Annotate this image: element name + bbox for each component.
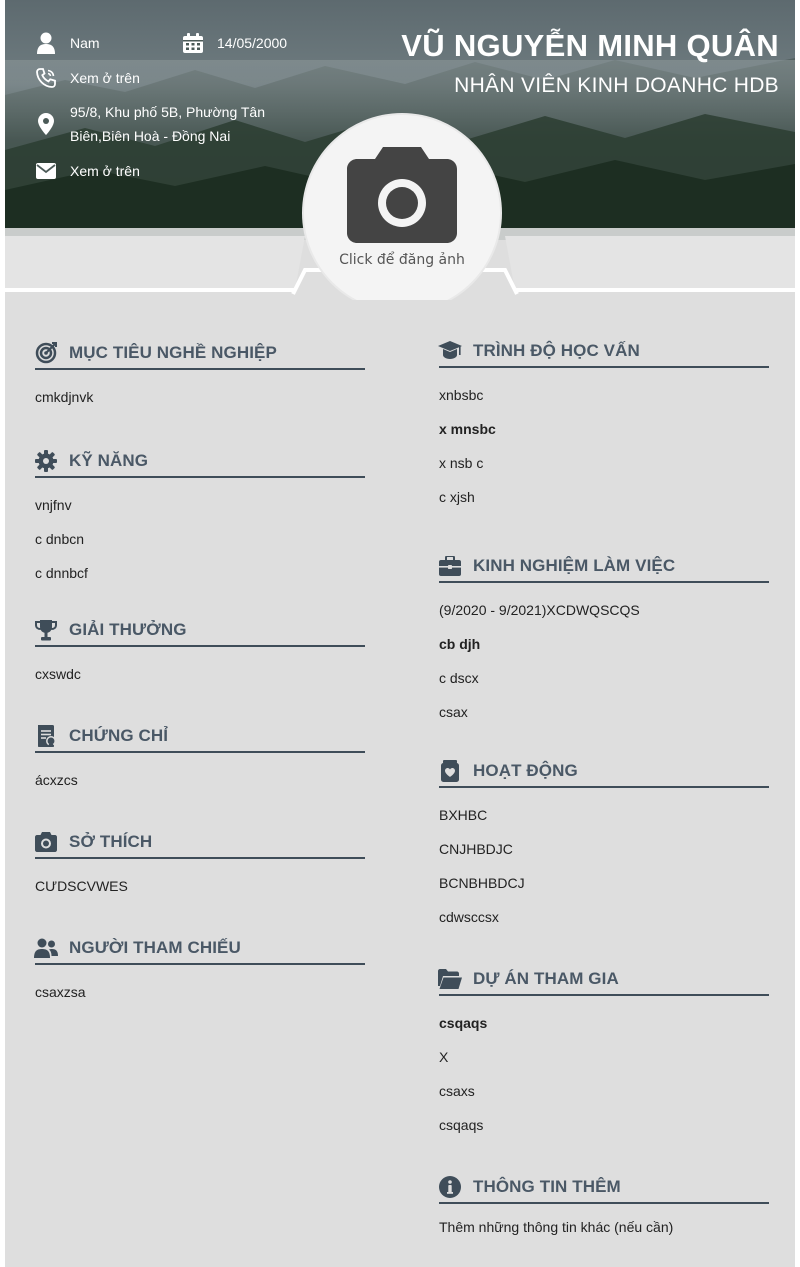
section-title: DỰ ÁN THAM GIA — [473, 969, 619, 988]
section-title: MỤC TIÊU NGHỀ NGHIỆP — [69, 343, 277, 362]
section-title: KỸ NĂNG — [69, 451, 149, 470]
list-item[interactable]: c dscx — [439, 670, 479, 686]
list-item[interactable]: vnjfnv — [35, 497, 72, 513]
address-line-2: Biên,Biên Hoà - Đồng Nai — [70, 128, 231, 144]
birthday-row — [182, 31, 287, 55]
address-line-1: 95/8, Khu phố 5B, Phường Tân — [70, 104, 265, 120]
camera-icon — [347, 147, 457, 248]
section-header — [35, 933, 365, 965]
users-icon — [34, 936, 58, 960]
list-item[interactable]: xnbsbc — [439, 387, 484, 403]
list-item[interactable]: BXHBC — [439, 807, 488, 823]
user-icon — [35, 32, 57, 54]
section-header — [439, 551, 769, 583]
folder-open-icon — [438, 967, 462, 991]
graduation-cap-icon — [438, 339, 462, 363]
list-item[interactable]: x mnsbc — [439, 421, 496, 437]
section-header — [35, 338, 365, 370]
list-item[interactable]: CNJHBDJC — [439, 841, 513, 857]
location-pin-icon — [35, 113, 57, 135]
section-header — [439, 964, 769, 996]
section-education — [439, 336, 769, 522]
section-certificates — [35, 721, 365, 805]
email-row — [35, 159, 140, 183]
certificate-icon — [34, 724, 58, 748]
list-item[interactable]: c dnbcn — [35, 531, 85, 547]
trophy-icon — [34, 618, 58, 642]
section-title: HOẠT ĐỘNG — [473, 761, 578, 780]
section-items — [35, 877, 365, 911]
section-items — [439, 601, 769, 737]
section-header — [439, 1172, 769, 1204]
section-header — [35, 446, 365, 478]
briefcase-icon — [438, 554, 462, 578]
section-header — [35, 615, 365, 647]
section-header — [35, 721, 365, 753]
section-awards — [35, 615, 365, 699]
section-items — [35, 388, 365, 422]
section-header — [35, 827, 365, 859]
info-icon — [438, 1175, 462, 1199]
section-career-objective — [35, 338, 365, 422]
phone-row — [35, 66, 140, 90]
list-item[interactable]: x nsb c — [439, 455, 484, 471]
list-item[interactable]: ácxzcs — [35, 772, 78, 788]
section-title: GIẢI THƯỞNG — [69, 620, 187, 639]
section-items — [439, 1014, 769, 1150]
calendar-icon — [182, 32, 204, 54]
section-title: NGƯỜI THAM CHIẾU — [69, 938, 241, 957]
list-item[interactable]: csaxs — [439, 1083, 475, 1099]
section-work-experience — [439, 551, 769, 737]
list-item[interactable]: Thêm những thông tin khác (nếu cần) — [439, 1219, 674, 1235]
address-value[interactable] — [70, 100, 265, 148]
photo-caption: Click để đăng ảnh — [339, 252, 465, 268]
email-value[interactable]: Xem ở trên — [70, 163, 140, 179]
gear-icon — [34, 449, 58, 473]
section-items — [439, 806, 769, 942]
candidate-job-title[interactable]: NHÂN VIÊN KINH DOANHC HDB — [454, 74, 779, 97]
badge-icon — [438, 759, 462, 783]
section-projects — [439, 964, 769, 1150]
phone-icon — [35, 67, 57, 89]
section-items — [35, 983, 365, 1017]
camera-icon — [34, 830, 58, 854]
section-items — [35, 771, 365, 805]
list-item[interactable]: cdwsccsx — [439, 909, 499, 925]
section-title: THÔNG TIN THÊM — [473, 1177, 621, 1196]
list-item[interactable]: c dnnbcf — [35, 565, 88, 581]
gender-row — [35, 31, 100, 55]
section-hobbies — [35, 827, 365, 911]
photo-upload[interactable] — [304, 115, 500, 300]
cv-header — [5, 0, 795, 300]
section-items — [35, 496, 365, 598]
section-additional-info — [439, 1172, 769, 1252]
section-title: CHỨNG CHỈ — [69, 726, 169, 745]
list-item[interactable]: csaxzsa — [35, 984, 86, 1000]
list-item[interactable]: csqaqs — [439, 1117, 484, 1133]
section-items — [439, 1218, 769, 1252]
section-title: KINH NGHIỆM LÀM VIỆC — [473, 556, 676, 575]
list-item[interactable]: csax — [439, 704, 468, 720]
section-skills — [35, 446, 365, 598]
target-icon — [34, 341, 58, 365]
list-item[interactable]: CƯDSCVWES — [35, 878, 128, 894]
cv-sheet — [5, 0, 795, 1267]
list-item[interactable]: csqaqs — [439, 1015, 488, 1031]
birthday-value[interactable]: 14/05/2000 — [217, 35, 288, 51]
section-header — [439, 756, 769, 788]
section-title: SỞ THÍCH — [69, 832, 153, 851]
section-activities — [439, 756, 769, 942]
list-item[interactable]: c xjsh — [439, 489, 475, 505]
list-item[interactable]: cmkdjnvk — [35, 389, 94, 405]
section-header — [439, 336, 769, 368]
list-item[interactable]: cb djh — [439, 636, 481, 652]
phone-value[interactable]: Xem ở trên — [70, 70, 140, 86]
candidate-name[interactable]: VŨ NGUYỄN MINH QUÂN — [401, 28, 779, 63]
gender-value[interactable]: Nam — [70, 35, 100, 51]
section-items — [35, 665, 365, 699]
list-item[interactable]: (9/2020 - 9/2021)XCDWQSCQS — [439, 602, 640, 618]
address-row — [35, 100, 265, 148]
envelope-icon — [35, 160, 57, 182]
section-references — [35, 933, 365, 1017]
list-item[interactable]: X — [439, 1049, 449, 1065]
list-item[interactable]: cxswdc — [35, 666, 81, 682]
section-items — [439, 386, 769, 522]
list-item[interactable]: BCNBHBDCJ — [439, 875, 525, 891]
section-title: TRÌNH ĐỘ HỌC VẤN — [473, 341, 640, 360]
